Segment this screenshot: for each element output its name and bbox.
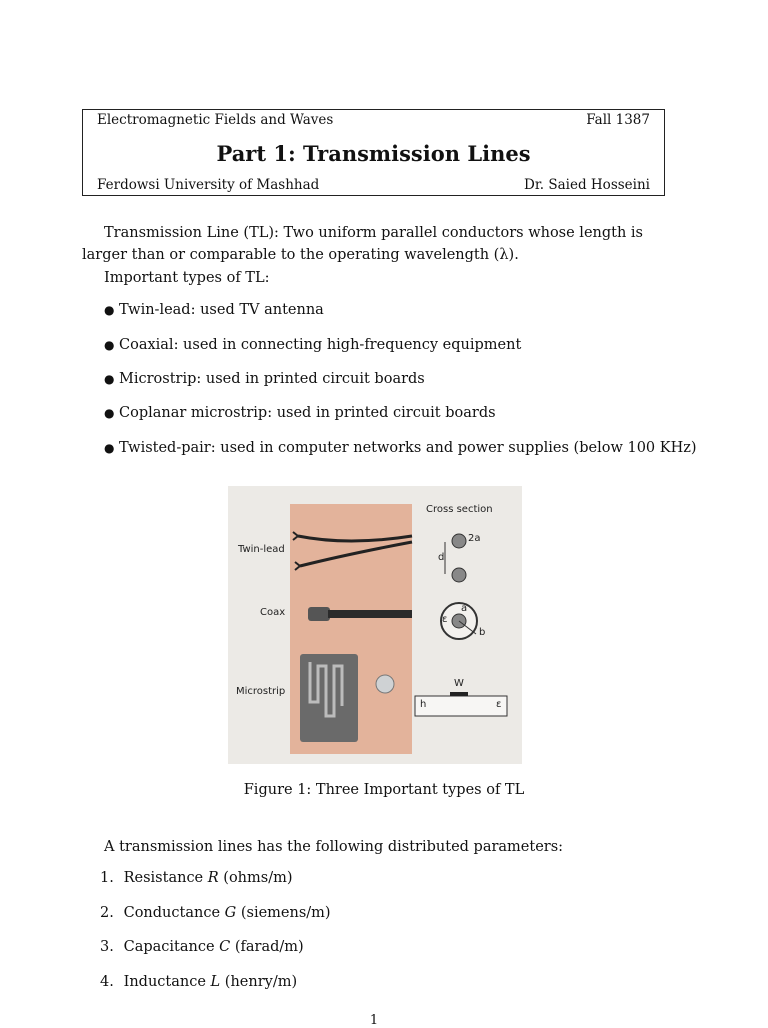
parameter-symbol: C (219, 939, 231, 955)
bullet-icon: ● (104, 372, 115, 386)
bullet-icon: ● (104, 303, 115, 317)
height-label: h (420, 699, 427, 710)
item-number: 2. (100, 905, 114, 921)
coax-cable (328, 610, 412, 618)
university: Ferdowsi University of Mashhad (97, 177, 320, 193)
item-number: 3. (100, 939, 114, 955)
item-number: 4. (100, 974, 114, 990)
instructor: Dr. Saied Hosseini (524, 177, 650, 193)
page-title: Part 1: Transmission Lines (216, 141, 531, 166)
list-item (100, 974, 297, 990)
tl-figure (228, 486, 522, 764)
coax-connector (308, 607, 330, 621)
list-item (100, 870, 293, 886)
tl-definition: Transmission Line (TL): Two uniform parallel conductors whose length is larger than or comparable to the operating wavelength (λ). (82, 225, 643, 263)
bullet-icon: ● (104, 338, 115, 352)
list-item (104, 371, 425, 387)
list-item (104, 405, 496, 421)
parameter-unit: (ohms/m) (223, 870, 293, 886)
parameter-name: Capacitance (123, 939, 215, 955)
parameter-name: Resistance (123, 870, 204, 886)
parameter-name: Conductance (123, 905, 221, 921)
list-item (100, 939, 304, 955)
page-number: 1 (369, 1013, 379, 1028)
substrate-permittivity-label: ε (496, 699, 502, 710)
parameter-symbol: R (207, 870, 219, 886)
twin-lead-label: Twin-lead (238, 544, 285, 555)
inner-radius-label: a (461, 603, 468, 614)
diameter-label: 2a (468, 533, 481, 544)
parameter-symbol: G (224, 905, 237, 921)
header-box (82, 109, 665, 196)
parameter-unit: (siemens/m) (240, 905, 331, 921)
tl-figure-illustration (228, 486, 522, 764)
twin-lead-conductor-1 (452, 534, 466, 548)
bullet-icon: ● (104, 406, 115, 420)
course-name: Electromagnetic Fields and Waves (97, 112, 334, 128)
list-item (104, 440, 697, 456)
term: Fall 1387 (586, 112, 650, 128)
microstrip-strip (450, 692, 468, 696)
twin-lead-conductor-2 (452, 568, 466, 582)
figure-caption: Figure 1: Three Important types of TL (243, 782, 525, 798)
list-item-text: Coplanar microstrip: used in printed circuit boards (119, 405, 496, 421)
cross-section-label: Cross section (426, 504, 493, 515)
parameter-unit: (henry/m) (224, 974, 298, 990)
list-item (104, 337, 521, 353)
parameter-name: Inductance (123, 974, 206, 990)
microstrip-label: Microstrip (236, 686, 286, 697)
coin (376, 675, 394, 693)
list-item-text: Twisted-pair: used in computer networks and power supplies (below 100 KHz) (119, 440, 697, 456)
item-number: 1. (100, 870, 114, 886)
parameter-unit: (farad/m) (234, 939, 304, 955)
list-item-text: Twin-lead: used TV antenna (119, 302, 324, 318)
types-heading: Important types of TL: (104, 270, 270, 286)
permittivity-label: ε (442, 614, 448, 625)
list-item (100, 905, 331, 921)
list-item (104, 302, 324, 318)
parameters-heading: A transmission lines has the following distributed parameters: (104, 839, 564, 855)
width-label: W (454, 678, 464, 689)
parameter-symbol: L (210, 974, 221, 990)
list-item-text: Microstrip: used in printed circuit boards (119, 371, 425, 387)
coax-label: Coax (260, 607, 286, 618)
bullet-icon: ● (104, 441, 115, 455)
spacing-label: d (438, 552, 445, 563)
list-item-text: Coaxial: used in connecting high-frequency equipment (119, 337, 522, 353)
outer-radius-label: b (479, 627, 486, 638)
microstrip-substrate (415, 696, 507, 716)
